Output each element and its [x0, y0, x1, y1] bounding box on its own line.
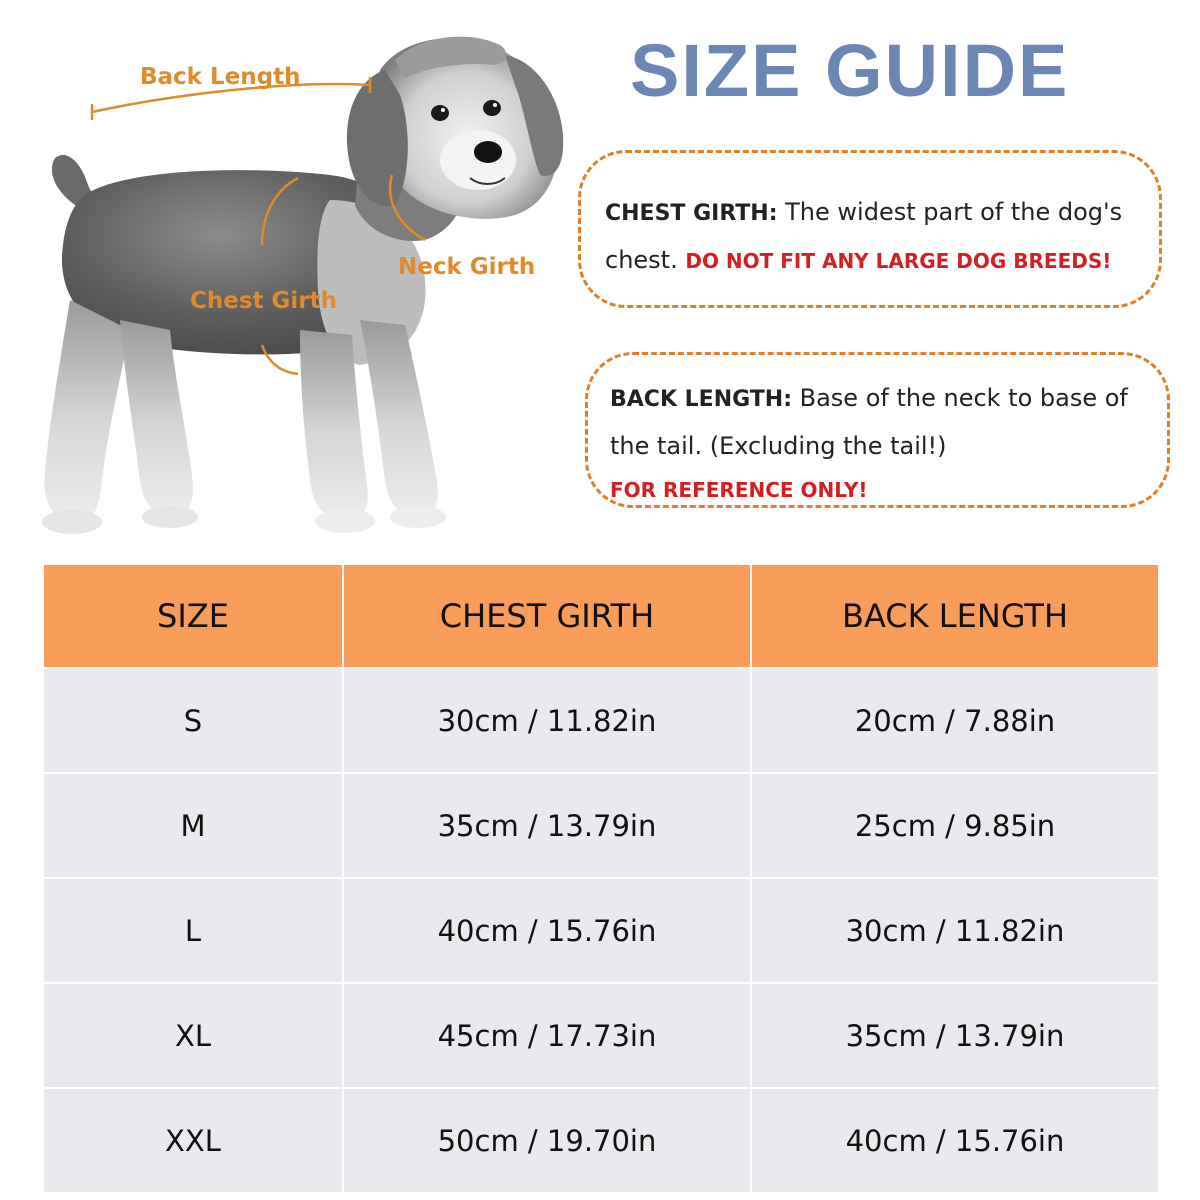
table-row: [43, 668, 1159, 773]
back-length-warning-line: [610, 470, 1155, 510]
cell-back-length: 40cm / 15.76in: [751, 1088, 1159, 1193]
back-length-line-1: [610, 375, 1155, 423]
cell-back-length: 25cm / 9.85in: [751, 773, 1159, 878]
table-header-row: [43, 564, 1159, 668]
chest-girth-info-box: [578, 150, 1162, 308]
table-row: [43, 773, 1159, 878]
back-length-warning: FOR REFERENCE ONLY!: [610, 478, 868, 502]
header-size: SIZE: [43, 564, 343, 668]
table-row: [43, 983, 1159, 1088]
chest-girth-line-1: [605, 189, 1145, 237]
back-length-text-1: Base of the neck to base of: [792, 384, 1128, 412]
header-chest-girth: CHEST GIRTH: [343, 564, 751, 668]
neck-girth-label: Neck Girth: [398, 254, 536, 280]
cell-size: M: [43, 773, 343, 878]
back-length-line-2: the tail. (Excluding the tail!): [610, 432, 947, 460]
header-back-length: BACK LENGTH: [751, 564, 1159, 668]
cell-back-length: 35cm / 13.79in: [751, 983, 1159, 1088]
back-length-label: Back Length: [140, 64, 301, 90]
back-length-info-box: [585, 352, 1170, 508]
chest-girth-text-2: chest.: [605, 246, 686, 274]
chest-girth-label: Chest Girth: [190, 288, 338, 314]
cell-size: XXL: [43, 1088, 343, 1193]
table-row: [43, 878, 1159, 983]
dog-illustration: [0, 0, 580, 550]
size-table: [42, 563, 1160, 1194]
cell-size: XL: [43, 983, 343, 1088]
table-row: [43, 1088, 1159, 1193]
cell-chest-girth: 35cm / 13.79in: [343, 773, 751, 878]
cell-chest-girth: 45cm / 17.73in: [343, 983, 751, 1088]
cell-chest-girth: 30cm / 11.82in: [343, 668, 751, 773]
chest-girth-line-2: [605, 237, 1145, 285]
dog-measurement-diagram: [0, 0, 580, 550]
cell-size: S: [43, 668, 343, 773]
back-length-key: BACK LENGTH:: [610, 387, 792, 412]
cell-chest-girth: 50cm / 19.70in: [343, 1088, 751, 1193]
chest-girth-key: CHEST GIRTH:: [605, 201, 778, 226]
cell-back-length: 30cm / 11.82in: [751, 878, 1159, 983]
cell-chest-girth: 40cm / 15.76in: [343, 878, 751, 983]
chest-girth-warning: DO NOT FIT ANY LARGE DOG BREEDS!: [685, 249, 1112, 273]
cell-back-length: 20cm / 7.88in: [751, 668, 1159, 773]
chest-girth-text-1: The widest part of the dog's: [777, 198, 1123, 226]
cell-size: L: [43, 878, 343, 983]
page-title: SIZE GUIDE: [630, 29, 1070, 112]
